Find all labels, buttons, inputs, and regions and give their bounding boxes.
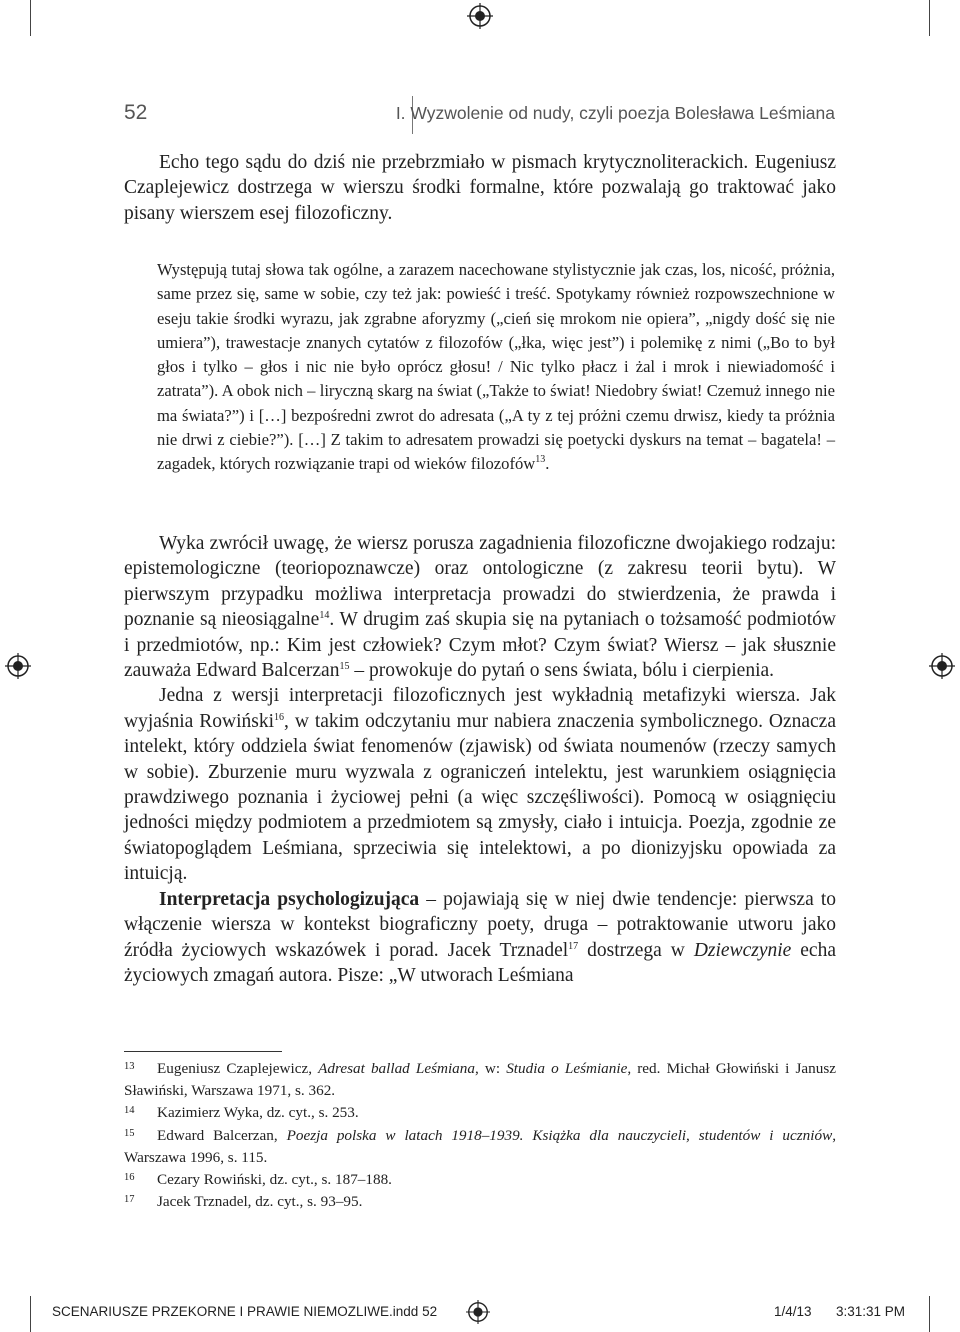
paragraph: Jedna z wersji interpretacji filozoficznych jest wykładnią metafizyki wiersza. Jak wyjaśnia Rowiński$^{16}$, w takim odczytaniu mur nabiera znaczenia symbolicznego. Oznacza intelekt, który oddziela świat fenomenów (zjawisk) od świata noumenów (rzeczy samych w sobie). Zburzenie muru wyzwala z ograniczeń intelektu, jest warunkiem osiągnięcia prawdziwego poznania i życiowej pełni (a więc szczęśliwości). Pomocą w osiągnięciu jedności między podmiotem a przedmiotem są zmysły, ciało i intuicja. Poezja, zgodnie ze światopoglądem Leśmiana, sprzeciwia się intelektowi, a po dionizyjsku opowiada za intuicją. xyxy=(124,685,836,885)
block-quote xyxy=(157,258,835,477)
crop-mark-top-left-vertical xyxy=(30,0,31,36)
footnote-number: 16 xyxy=(124,1172,135,1183)
footnote-16: 16 Cezary Rowiński, dz. cyt., s. 187–188. xyxy=(124,1171,392,1188)
footnote-number: 15 xyxy=(124,1128,135,1139)
footnote-15: 15 Edward Balcerzan, Poezja polska w latach 1918–1939. Książka dla nauczycieli, studentów i uczniów, Warszawa 1996, s. 115. xyxy=(124,1127,837,1166)
registration-mark-icon xyxy=(929,653,955,679)
quote-text: Występują tutaj słowa tak ogólne, a zarazem nacechowane stylistycznie jak czas, los, nicość, próżnia, same przez się, same w sobie, czy też jak: powieść i treść. Spotykamy również rozpowszechnione w eseju takie środki wyrazu, jak zgrabne aforyzmy („cień się mrokom nie opiera”, „nigdy dość się nie umiera”), trawestacje znanych cytatów z filozofów („łka, więc jest”) i polemikę z nimi („Bo to był głos i tylko – głos i nic nie było oprócz głosu! / Nic tylko płacz i żal i mrok i niewiadomość i zatrata”). A obok nich – liryczną skarg na świat („Także to świat! Niedobry świat! Czemuż innego nie ma świata?”) i […] bezpośredni zwrot do adresata („A ty z tej próżni czemu drwisz, kiedy ta próżnia nie drwi z ciebie?”). […] Z takim to adresatem prowadzi się poetycki dyskurs na temat – bagatela! – zagadek, których rozwiązanie trapi od wieków filozofów$^{13}$. xyxy=(157,260,835,474)
running-title: I. Wyzwolenie od nudy, czyli poezja Bolesława Leśmiana xyxy=(395,103,835,123)
intro-block xyxy=(124,150,836,226)
footnote-ref[interactable]: 13 xyxy=(535,454,546,466)
crop-mark-bottom-left-vertical xyxy=(30,1296,31,1332)
registration-mark-icon xyxy=(466,1300,490,1324)
registration-mark-icon xyxy=(467,3,493,29)
footnote-separator xyxy=(124,1051,282,1052)
paragraph: Echo tego sądu do dziś nie przebrzmiało w pismach krytycznoliterackich. Eugeniusz Czaplejewicz dostrzega w wierszu środki formalne, które pozwalają go traktować jako pisany wierszem esej filozoficzny. xyxy=(124,152,836,224)
footnote-number: 17 xyxy=(124,1194,135,1205)
footnote-17: 17 Jacek Trznadel, dz. cyt., s. 93–95. xyxy=(124,1193,363,1210)
crop-mark-bottom-right-vertical xyxy=(929,1296,930,1332)
paragraph: Wyka zwrócił uwagę, że wiersz porusza zagadnienia filozoficzne dwojakiego rodzaju: epistemologiczne (teoriopoznawcze) oraz ontologiczne (z zakresu teorii bytu). W pierwszym przypadku możliwa interpretacja prowadzi do stwierdzenia, że prawda i poznanie są nieosiągalne$^{14}$. W drugim zaś skupia się na pytaniach o tożsamość podmiotów i przedmiotów, np.: Kim jest człowiek? Czym młot? Czym świat? Wiersz – jak słusznie zauważa Edward Balcerzan$^{15}$ – prowokuje do pytań o sens świata, bólu i cierpienia. xyxy=(124,533,836,682)
footnote-14: 14 Kazimierz Wyka, dz. cyt., s. 253. xyxy=(124,1104,359,1121)
body-text xyxy=(124,531,836,988)
footnote-ref[interactable]: 16 xyxy=(274,711,285,723)
slug-date: 1/4/13 xyxy=(774,1304,812,1319)
registration-mark-icon xyxy=(5,653,31,679)
footnote-number: 13 xyxy=(124,1061,135,1072)
work-title: Dziewczynie xyxy=(693,939,792,961)
footnote-ref[interactable]: 15 xyxy=(339,661,350,673)
footnote-ref[interactable]: 14 xyxy=(319,610,330,622)
crop-mark-top-right-vertical xyxy=(929,0,930,36)
slug-time: 3:31:31 PM xyxy=(836,1304,906,1319)
footnote-13: 13 Eugeniusz Czaplejewicz, Adresat ballad Leśmiana, w: Studia o Leśmianie, red. Michał Głowiński i Janusz Sławiński, Warszawa 1971, s. 362. xyxy=(124,1060,836,1099)
paragraph: Interpretacja psychologizująca – pojawiają się w niej dwie tendencje: pierwsza to włączenie wiersza w kontekst biograficzny poety, druga – potraktowanie utworu jako źródła życiowych wskazówek i porad. Jacek Trznadel$^{17}$ dostrzega w Dziewczynie echa życiowych zmagań autora. Pisze: „W utworach Leśmiana xyxy=(124,888,836,986)
footnote-number: 14 xyxy=(124,1105,135,1116)
footnote-ref[interactable]: 17 xyxy=(568,940,579,952)
slug-filename: SCENARIUSZE PRZEKORNE I PRAWIE NIEMOZLIWE.indd 52 xyxy=(52,1304,438,1319)
page-number: 52 xyxy=(124,101,148,124)
section-lead: Interpretacja psychologizująca xyxy=(159,888,420,910)
